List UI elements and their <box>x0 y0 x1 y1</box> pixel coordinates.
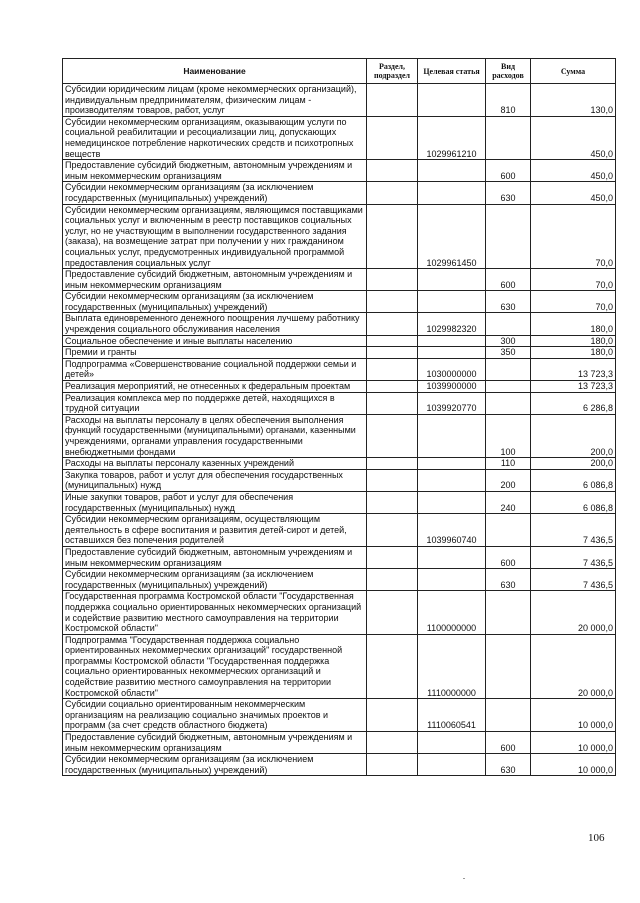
cell-target <box>418 269 486 291</box>
table-header-row <box>63 59 616 84</box>
table-row <box>63 347 616 359</box>
table-row <box>63 392 616 414</box>
cell-target <box>418 469 486 491</box>
cell-amount: 7 436,5 <box>531 569 616 591</box>
cell-expense <box>486 591 531 634</box>
cell-section <box>367 381 418 393</box>
cell-name: Расходы на выплаты персоналу казенных учреждений <box>63 458 367 470</box>
table-row <box>63 84 616 117</box>
table-row <box>63 313 616 335</box>
table-row <box>63 634 616 699</box>
table-row <box>63 699 616 732</box>
cell-target: 1039900000 <box>418 381 486 393</box>
cell-name: Субсидии юридическим лицам (кроме некоммерческих организаций), индивидуальным предпринимателям, физическим лицам - производителям товаров, работ, услуг <box>63 84 367 117</box>
cell-target <box>418 414 486 457</box>
cell-name: Выплата единовременного денежного поощрения лучшему работнику учреждения социального обслуживания населения <box>63 313 367 335</box>
cell-section <box>367 204 418 269</box>
cell-expense: 600 <box>486 732 531 754</box>
cell-target: 1029961450 <box>418 204 486 269</box>
cell-expense: 110 <box>486 458 531 470</box>
table-row <box>63 269 616 291</box>
cell-amount: 10 000,0 <box>531 699 616 732</box>
cell-section <box>367 313 418 335</box>
cell-amount: 20 000,0 <box>531 634 616 699</box>
cell-name: Социальное обеспечение и иные выплаты населению <box>63 335 367 347</box>
cell-target <box>418 182 486 204</box>
cell-name: Реализация комплекса мер по поддержке детей, находящихся в трудной ситуации <box>63 392 367 414</box>
table-row <box>63 458 616 470</box>
table-row <box>63 591 616 634</box>
cell-target <box>418 754 486 776</box>
cell-amount: 180,0 <box>531 335 616 347</box>
cell-section <box>367 335 418 347</box>
scan-speck <box>463 878 465 879</box>
cell-expense: 600 <box>486 160 531 182</box>
cell-target: 1100000000 <box>418 591 486 634</box>
cell-target <box>418 347 486 359</box>
table-row <box>63 754 616 776</box>
cell-section <box>367 546 418 568</box>
cell-target <box>418 732 486 754</box>
cell-expense <box>486 634 531 699</box>
cell-amount: 7 436,5 <box>531 546 616 568</box>
cell-expense: 600 <box>486 546 531 568</box>
table-row <box>63 414 616 457</box>
cell-amount: 450,0 <box>531 116 616 159</box>
cell-expense: 810 <box>486 84 531 117</box>
cell-section <box>367 591 418 634</box>
cell-section <box>367 358 418 380</box>
cell-target <box>418 335 486 347</box>
cell-amount: 130,0 <box>531 84 616 117</box>
cell-name: Премии и гранты <box>63 347 367 359</box>
cell-expense: 630 <box>486 569 531 591</box>
cell-amount: 450,0 <box>531 182 616 204</box>
cell-section <box>367 116 418 159</box>
cell-name: Реализация мероприятий, не отнесенных к федеральным проектам <box>63 381 367 393</box>
cell-amount: 70,0 <box>531 204 616 269</box>
cell-amount: 200,0 <box>531 414 616 457</box>
cell-target: 1110000000 <box>418 634 486 699</box>
header-name: Наименование <box>63 59 367 84</box>
cell-target: 1030000000 <box>418 358 486 380</box>
cell-section <box>367 414 418 457</box>
cell-expense <box>486 381 531 393</box>
cell-expense <box>486 699 531 732</box>
cell-section <box>367 182 418 204</box>
cell-name: Предоставление субсидий бюджетным, автономным учреждениям и иным некоммерческим организациям <box>63 160 367 182</box>
table-row <box>63 291 616 313</box>
cell-name: Подпрограмма «Совершенствование социальной поддержки семьи и детей» <box>63 358 367 380</box>
cell-name: Субсидии некоммерческим организациям (за исключением государственных (муниципальных) учреждений) <box>63 291 367 313</box>
cell-name: Предоставление субсидий бюджетным, автономным учреждениям и иным некоммерческим организациям <box>63 546 367 568</box>
cell-expense: 100 <box>486 414 531 457</box>
cell-name: Субсидии некоммерческим организациям, являющимся поставщиками социальных услуг и включенным в реестр поставщиков социальных услуг, но не участвующим в выполнении государственного задания (заказа), на возмещение затрат при получении у них гражданином социальных услуг, предусмотренных индивидуальной программой предоставления социальных услуг <box>63 204 367 269</box>
cell-expense: 200 <box>486 469 531 491</box>
cell-amount: 10 000,0 <box>531 732 616 754</box>
cell-amount: 180,0 <box>531 313 616 335</box>
cell-expense: 300 <box>486 335 531 347</box>
cell-target <box>418 458 486 470</box>
cell-target <box>418 569 486 591</box>
table-row <box>63 182 616 204</box>
cell-expense <box>486 514 531 547</box>
cell-name: Субсидии некоммерческим организациям, оказывающим услуги по социальной реабилитации и ресоциализации лиц, допускающих немедицинское потребление наркотических средств и психотропных веществ <box>63 116 367 159</box>
cell-expense: 350 <box>486 347 531 359</box>
cell-section <box>367 699 418 732</box>
header-expense: Вид расходов <box>486 59 531 84</box>
cell-target: 1039960740 <box>418 514 486 547</box>
cell-section <box>367 491 418 513</box>
cell-section <box>367 514 418 547</box>
cell-amount: 6 086,8 <box>531 491 616 513</box>
cell-name: Иные закупки товаров, работ и услуг для обеспечения государственных (муниципальных) нужд <box>63 491 367 513</box>
cell-section <box>367 269 418 291</box>
header-target: Целевая статья <box>418 59 486 84</box>
cell-target <box>418 160 486 182</box>
cell-amount: 180,0 <box>531 347 616 359</box>
cell-section <box>367 291 418 313</box>
cell-name: Закупка товаров, работ и услуг для обеспечения государственных (муниципальных) нужд <box>63 469 367 491</box>
cell-expense <box>486 116 531 159</box>
cell-section <box>367 84 418 117</box>
cell-expense: 630 <box>486 182 531 204</box>
cell-section <box>367 458 418 470</box>
cell-expense <box>486 358 531 380</box>
cell-section <box>367 754 418 776</box>
cell-name: Субсидии некоммерческим организациям, осуществляющим деятельность в сфере воспитания и развития детей-сирот и детей, оставшихся без попечения родителей <box>63 514 367 547</box>
cell-target: 1110060541 <box>418 699 486 732</box>
table-row <box>63 491 616 513</box>
cell-name: Предоставление субсидий бюджетным, автономным учреждениям и иным некоммерческим организациям <box>63 732 367 754</box>
table-row <box>63 160 616 182</box>
cell-name: Субсидии некоммерческим организациям (за исключением государственных (муниципальных) учреждений) <box>63 569 367 591</box>
cell-amount: 13 723,3 <box>531 381 616 393</box>
cell-target <box>418 491 486 513</box>
cell-amount: 20 000,0 <box>531 591 616 634</box>
cell-section <box>367 732 418 754</box>
table-row <box>63 204 616 269</box>
cell-expense: 600 <box>486 269 531 291</box>
cell-amount: 7 436,5 <box>531 514 616 547</box>
cell-target: 1039920770 <box>418 392 486 414</box>
cell-amount: 70,0 <box>531 291 616 313</box>
cell-expense <box>486 204 531 269</box>
cell-name: Субсидии некоммерческим организациям (за исключением государственных (муниципальных) учреждений) <box>63 754 367 776</box>
cell-section <box>367 160 418 182</box>
cell-amount: 200,0 <box>531 458 616 470</box>
table-row <box>63 546 616 568</box>
cell-target <box>418 84 486 117</box>
cell-expense <box>486 392 531 414</box>
budget-table <box>62 58 616 776</box>
table-row <box>63 358 616 380</box>
cell-section <box>367 469 418 491</box>
table-row <box>63 335 616 347</box>
cell-name: Предоставление субсидий бюджетным, автономным учреждениям и иным некоммерческим организациям <box>63 269 367 291</box>
table-body <box>63 84 616 776</box>
cell-expense: 630 <box>486 291 531 313</box>
budget-document <box>62 58 615 776</box>
table-row <box>63 381 616 393</box>
cell-name: Субсидии некоммерческим организациям (за исключением государственных (муниципальных) учреждений) <box>63 182 367 204</box>
page-number: 106 <box>588 832 605 844</box>
cell-name: Подпрограмма "Государственная поддержка социально ориентированных некоммерческих организаций" государственной программы Костромской области "Государственная поддержка социально ориентированных некоммерческих организаций и содействие развитию местного самоуправления на территории Костромской области" <box>63 634 367 699</box>
cell-expense: 630 <box>486 754 531 776</box>
cell-section <box>367 569 418 591</box>
cell-section <box>367 392 418 414</box>
header-section: Раздел, подраздел <box>367 59 418 84</box>
cell-expense <box>486 313 531 335</box>
table-row <box>63 569 616 591</box>
cell-amount: 10 000,0 <box>531 754 616 776</box>
cell-target <box>418 291 486 313</box>
cell-amount: 6 086,8 <box>531 469 616 491</box>
cell-target: 1029982320 <box>418 313 486 335</box>
table-row <box>63 514 616 547</box>
cell-amount: 13 723,3 <box>531 358 616 380</box>
cell-amount: 450,0 <box>531 160 616 182</box>
table-row <box>63 116 616 159</box>
cell-amount: 6 286,8 <box>531 392 616 414</box>
header-amount: Сумма <box>531 59 616 84</box>
cell-target <box>418 546 486 568</box>
cell-name: Субсидии социально ориентированным некоммерческим организациям на реализацию социально значимых проектов и программ (за счет средств областного бюджета) <box>63 699 367 732</box>
cell-name: Расходы на выплаты персоналу в целях обеспечения выполнения функций государственными (муниципальными) органами, казенными учреждениями, органами управления государственными внебюджетными фондами <box>63 414 367 457</box>
cell-name: Государственная программа Костромской области "Государственная поддержка социально ориентированных некоммерческих организаций и содействие развитию местного самоуправления на территории Костромской области" <box>63 591 367 634</box>
cell-expense: 240 <box>486 491 531 513</box>
cell-amount: 70,0 <box>531 269 616 291</box>
cell-section <box>367 634 418 699</box>
table-row <box>63 469 616 491</box>
cell-section <box>367 347 418 359</box>
cell-target: 1029961210 <box>418 116 486 159</box>
table-row <box>63 732 616 754</box>
